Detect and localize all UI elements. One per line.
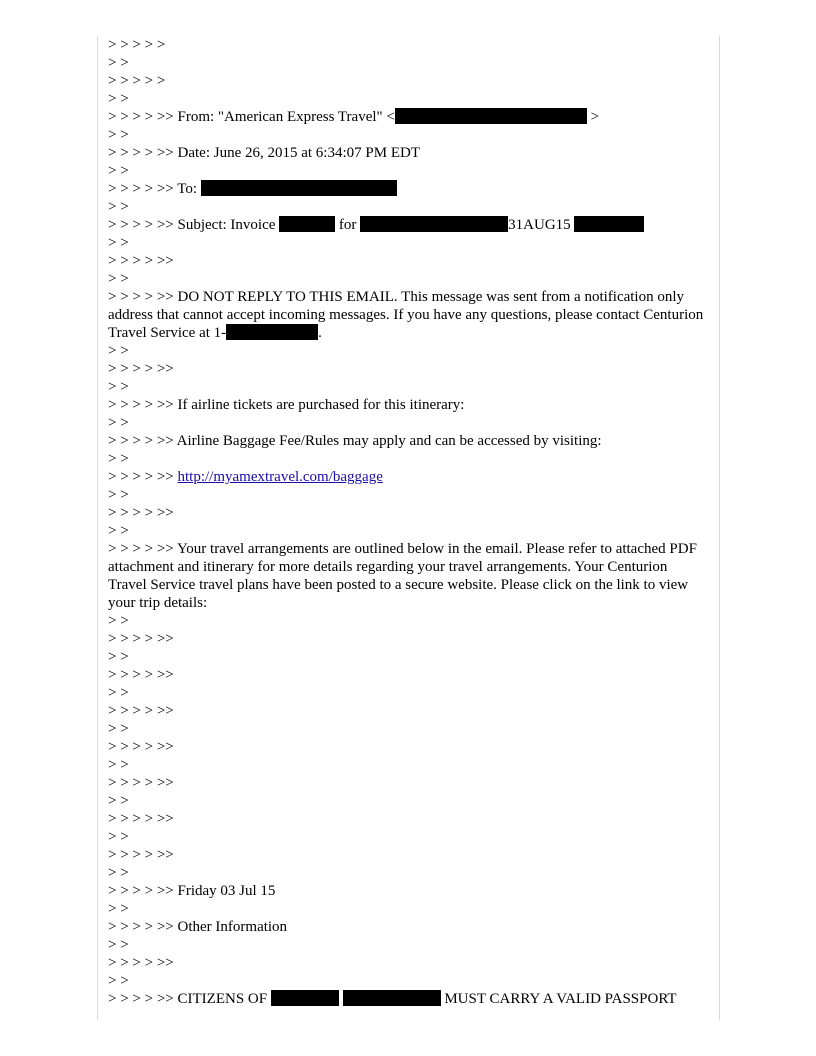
url-line: [108, 468, 708, 486]
quote-line: > >: [108, 163, 129, 179]
to-line: [108, 180, 708, 198]
quote-line: > >: [108, 451, 129, 467]
citizens-suffix: MUST CARRY A VALID PASSPORT: [440, 991, 677, 1007]
quote-line: > >: [108, 973, 129, 989]
baggage-line: > > > > >> Airline Baggage Fee/Rules may apply and can be accessed by visiting:: [108, 433, 602, 449]
notice-text: > > > > >> DO NOT REPLY TO THIS EMAIL. This message was sent from a notification only address that cannot accept incoming messages. If you have any questions, please contact Centurion Travel Service at 1-: [108, 289, 707, 341]
arrangements-paragraph: > > > > >> Your travel arrangements are outlined below in the email. Please refer to attached PDF attachment and itinerary for more details regarding your travel arrangements. Your Centurion Travel Service travel plans have been posted to a secure website. Please click on the link to view your trip details:: [108, 541, 701, 611]
quote-line: > >: [108, 757, 129, 773]
quote-line: > > > > >>: [108, 361, 174, 377]
quote-line: > >: [108, 523, 129, 539]
quote-line: > > > > >: [108, 73, 166, 89]
quote-line: > >: [108, 613, 129, 629]
quote-line: > >: [108, 127, 129, 143]
url-prefix: > > > > >>: [108, 469, 178, 485]
from-suffix: >: [586, 109, 600, 125]
redaction-box: [271, 990, 339, 1006]
quote-line: > > > > >: [108, 37, 166, 53]
quote-line: > >: [108, 829, 129, 845]
citizens-label: > > > > >> CITIZENS OF: [108, 991, 271, 1007]
subject-for: for: [335, 217, 361, 233]
baggage-link[interactable]: http://myamextravel.com/baggage: [177, 469, 383, 485]
quote-line: > >: [108, 415, 129, 431]
redaction-box: [343, 990, 441, 1006]
quote-line: > >: [108, 937, 129, 953]
quote-line: > > > > >>: [108, 631, 174, 647]
from-line: [108, 108, 708, 126]
notice-end: .: [318, 325, 322, 341]
quote-line: > >: [108, 199, 129, 215]
quote-line: > > > > >>: [108, 739, 174, 755]
quote-line: > >: [108, 235, 129, 251]
quote-line: > > > > >>: [108, 811, 174, 827]
subject-label: > > > > >> Subject: Invoice: [108, 217, 280, 233]
citizens-line: [108, 990, 708, 1008]
quote-line: > >: [108, 55, 129, 71]
other-info-line: > > > > >> Other Information: [108, 919, 288, 935]
subject-code: 31AUG15: [508, 217, 575, 233]
quote-line: > >: [108, 793, 129, 809]
redaction-box: [395, 108, 587, 124]
airline-line: > > > > >> If airline tickets are purchased for this itinerary:: [108, 397, 465, 413]
quote-line: > > > > >>: [108, 505, 174, 521]
quote-line: > > > > >>: [108, 703, 174, 719]
quote-line: > > > > >>: [108, 775, 174, 791]
redaction-box: [201, 180, 397, 196]
redaction-box: [360, 216, 508, 232]
quote-line: > > > > >>: [108, 253, 174, 269]
redaction-box: [574, 216, 644, 232]
quote-line: > >: [108, 379, 129, 395]
redaction-box: [226, 324, 318, 340]
quote-line: > >: [108, 649, 129, 665]
quote-line: > > > > >>: [108, 667, 174, 683]
to-label: > > > > >> To:: [108, 181, 201, 197]
redaction-box: [279, 216, 335, 232]
email-body: [108, 36, 708, 1008]
quote-line: > >: [108, 343, 129, 359]
quote-line: > >: [108, 721, 129, 737]
quote-line: > >: [108, 865, 129, 881]
notice-paragraph: [108, 288, 708, 342]
subject-line: [108, 216, 708, 234]
quote-line: > >: [108, 91, 129, 107]
quote-line: > > > > >>: [108, 847, 174, 863]
date-line: > > > > >> Date: June 26, 2015 at 6:34:07 PM EDT: [108, 145, 420, 161]
quote-line: > >: [108, 271, 129, 287]
quote-line: > >: [108, 487, 129, 503]
quote-line: > >: [108, 685, 129, 701]
quote-line: > >: [108, 901, 129, 917]
quote-line: > > > > >>: [108, 955, 174, 971]
from-label: > > > > >> From: "American Express Travel" <: [108, 109, 395, 125]
friday-line: > > > > >> Friday 03 Jul 15: [108, 883, 276, 899]
